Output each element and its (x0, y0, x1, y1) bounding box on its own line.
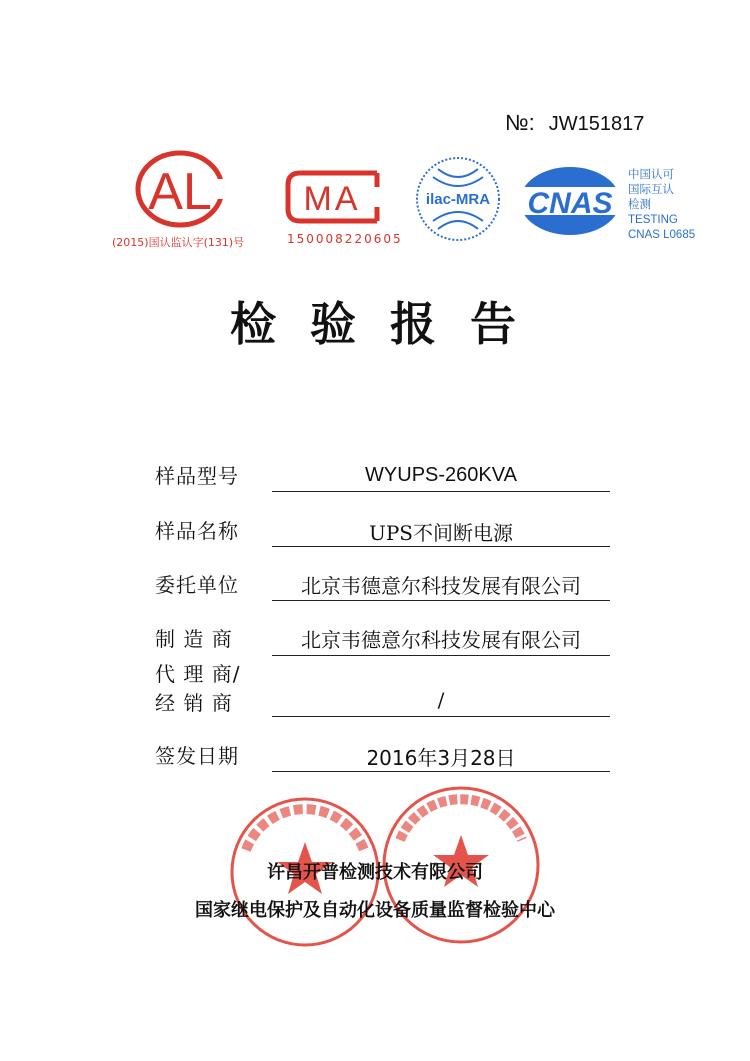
field-underline (272, 716, 610, 717)
cnas-line: 中国认可 (628, 169, 674, 181)
field-value-model: WYUPS-260KVA (365, 464, 517, 486)
cal-caption: (2015)国认监认字(131)号 (112, 236, 245, 249)
report-number-label: №: (505, 110, 535, 135)
field-label: 样品型号 (155, 464, 239, 488)
issuer-center: 国家继电保护及自动化设备质量监督检验中心 (195, 900, 555, 921)
field-label: 样品名称 (155, 519, 239, 543)
field-underline (272, 771, 610, 772)
cnas-side-text (628, 168, 695, 243)
field-value-date: 2016年3月28日 (366, 746, 516, 770)
field-label: 制 造 商 (155, 627, 233, 651)
field-underline (272, 600, 610, 601)
ilac-mra-logo (413, 155, 503, 243)
cma-logo-text: MA (303, 180, 361, 218)
ilac-logo-text: ilac-MRA (425, 191, 491, 208)
cal-logo-text: AL (148, 163, 212, 221)
cnas-logo-text: CNAS (527, 187, 613, 220)
report-number (505, 110, 644, 136)
field-value-name: UPS不间断电源 (368, 521, 513, 545)
field-value-client: 北京韦德意尔科技发展有限公司 (301, 574, 581, 598)
report-title: 检验报告 (230, 297, 550, 351)
report-number-value: JW151817 (548, 113, 645, 135)
cma-caption: 150008220605 (287, 232, 403, 246)
cal-logo (130, 145, 230, 235)
cnas-line: TESTING (628, 214, 678, 226)
issuer-company: 许昌开普检测技术有限公司 (267, 862, 483, 883)
cma-logo (282, 165, 382, 227)
field-value-manufacturer: 北京韦德意尔科技发展有限公司 (301, 628, 581, 652)
field-underline (272, 491, 610, 492)
field-value-agent: / (437, 688, 445, 712)
cnas-logo (515, 165, 625, 237)
cnas-line: CNAS L0685 (628, 229, 696, 241)
field-label: 委托单位 (155, 573, 239, 597)
field-label: 经 销 商 (155, 691, 233, 715)
field-underline (272, 655, 610, 656)
cnas-line: 检测 (628, 199, 651, 211)
cnas-line: 国际互认 (628, 184, 674, 196)
field-underline (272, 546, 610, 547)
field-label: 代 理 商/ (155, 662, 241, 686)
field-label: 签发日期 (155, 744, 239, 768)
